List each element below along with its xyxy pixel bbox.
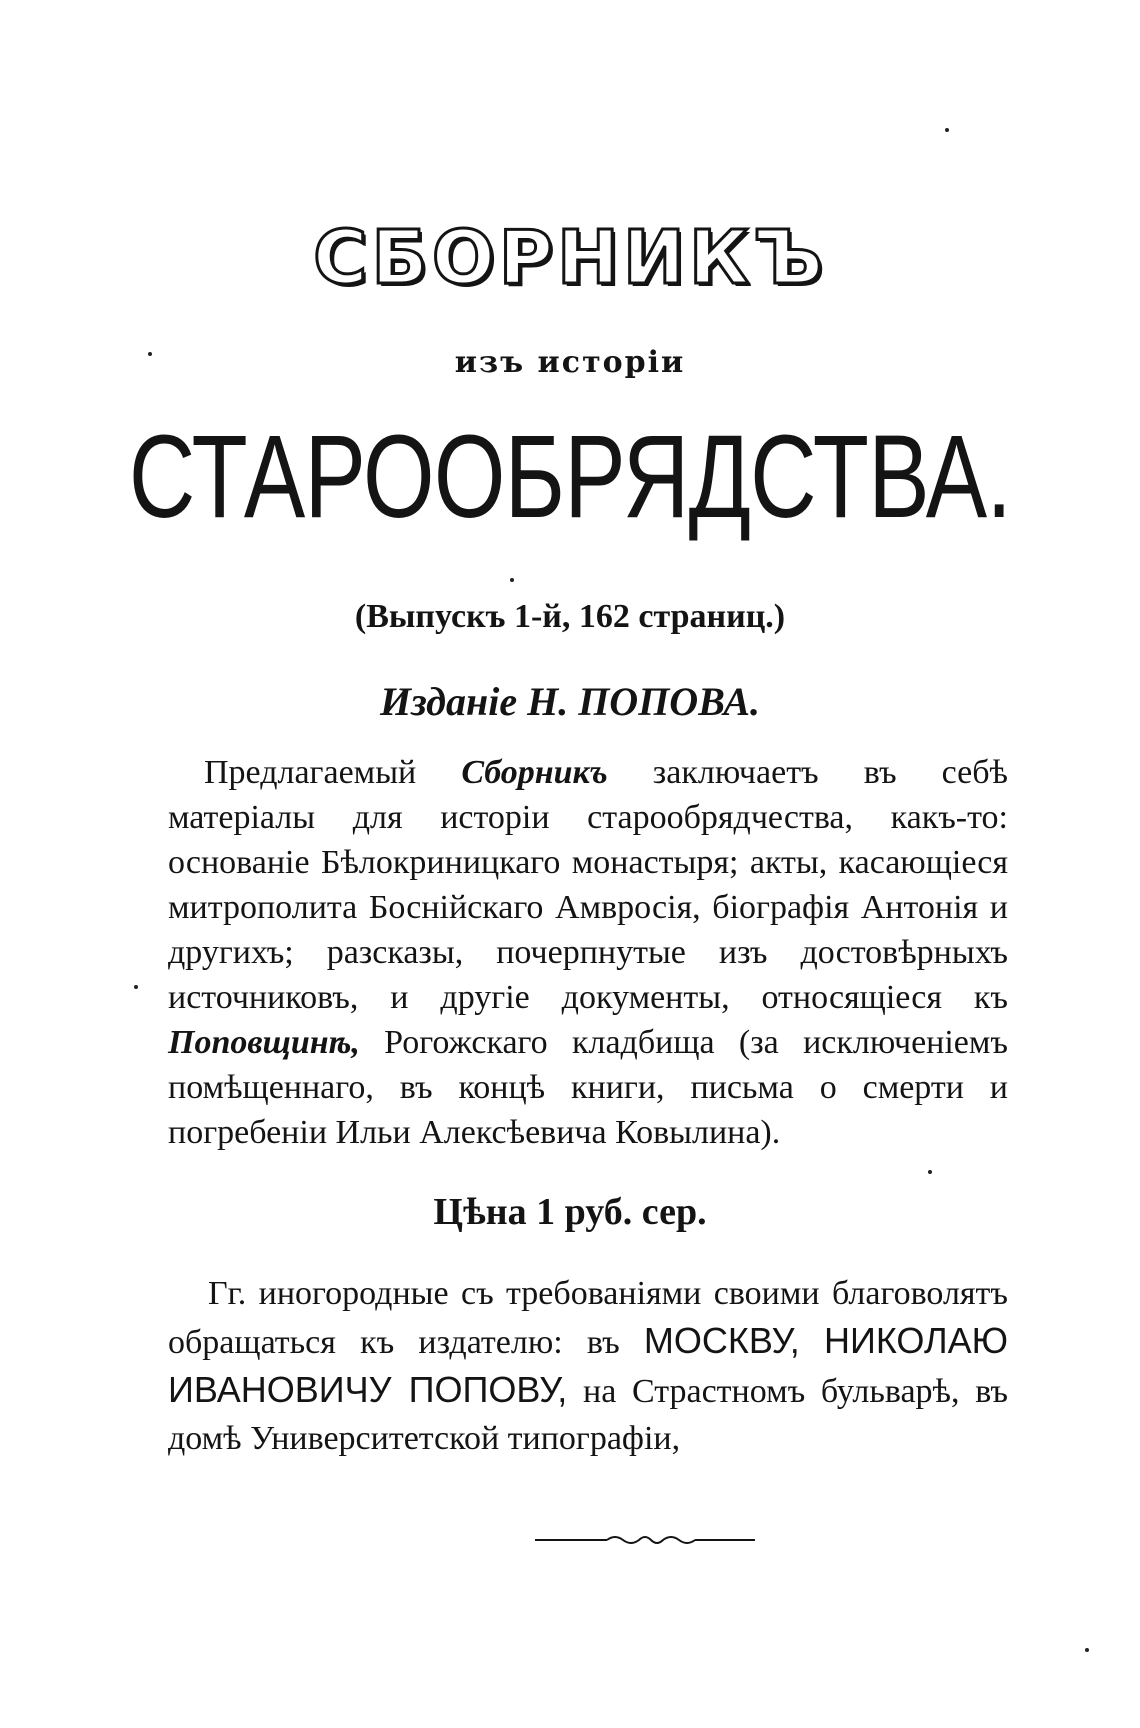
description-part-3: Рогожскаго кладбища (за исключеніемъ помѣщеннаго, въ концѣ книги, письма о смерти и погребеніи Ильи Алексѣевича Ковылина). [168,1024,1008,1151]
ink-speck [928,1170,932,1174]
ink-speck [134,985,138,989]
ornament-divider-icon [535,1530,755,1550]
ink-speck [1085,1648,1089,1652]
contact-paragraph [168,1270,1008,1462]
description-part-2: заключаетъ въ себѣ матеріалы для исторіи старообрядчества, какъ-то: основаніе Бѣлокриницкаго монастыря; акты, касающіеся митрополита Боснійскаго Амвросія, біографія Антонія и другихъ; разсказы, почерпнутые изъ достовѣрныхъ источниковъ, и другіе документы, относящіеся къ [168,754,1008,1016]
ink-speck [148,352,152,356]
main-title: СТАРООБРЯДСТВА. [128,411,1012,543]
contact-part-1: Гг. иногородные съ требованіями своими благоволятъ обращаться къ издателю: въ [168,1275,1008,1361]
subtitle: изъ исторіи [454,345,686,380]
issue-line: (Выпускъ 1-й, 162 страниц.) [354,598,786,635]
ink-speck [510,578,514,582]
contact-city: МОСКВУ, [643,1320,800,1361]
contact-name: НИКОЛАЮ ИВАНОВИЧУ ПОПОВУ, [168,1320,1009,1410]
contact-part-2: на Страстномъ бульварѣ, въ домѣ Университетской типографіи, [168,1373,1008,1457]
ink-speck [945,128,949,132]
description-part-1: Предлагаемый [204,754,462,791]
ornate-title: СБОРНИКЪ [313,215,827,301]
collection-word: Сборникъ [461,754,608,791]
publisher-line: Изданіе Н. ПОПОВА. [379,679,761,724]
description-paragraph [168,750,1008,1155]
popovshchina-word: Поповщинѣ, [168,1024,360,1061]
price-line: Цѣна 1 руб. сер. [433,1191,707,1233]
